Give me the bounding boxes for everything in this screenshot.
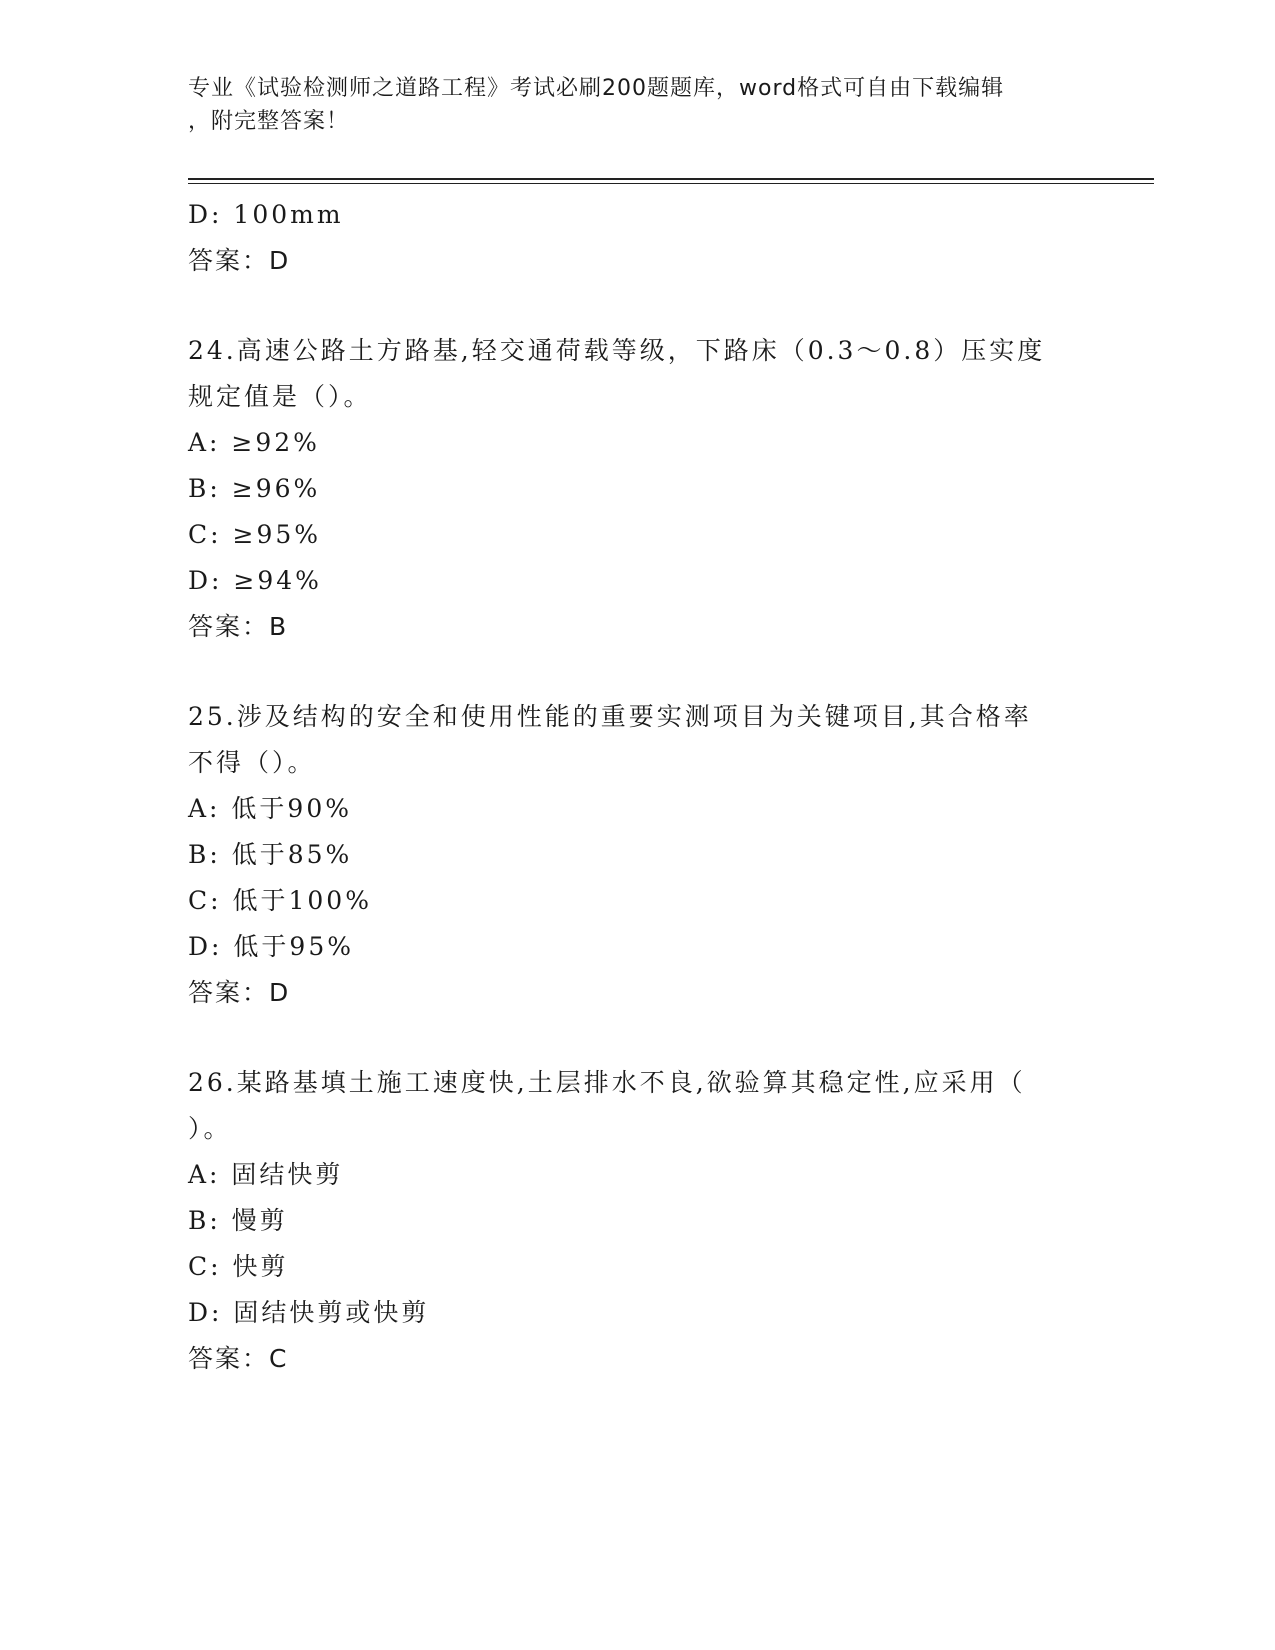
question-text-line-2: 规定值是（）。 <box>188 382 372 411</box>
question-24 <box>188 328 1068 650</box>
question-text-line-1: 24.高速公路土方路基,轻交通荷载等级，下路床（0.3～0.8）压实度 <box>188 336 1046 365</box>
question-25 <box>188 694 1068 1016</box>
header-title-line-1: 专业《试验检测师之道路工程》考试必刷200题题库，word格式可自由下载编辑 <box>188 76 1005 101</box>
question-text-line-2: 不得（）。 <box>188 748 316 777</box>
option-d: D: 固结快剪或快剪 <box>188 1298 430 1327</box>
option-d: D: 低于95% <box>188 932 354 961</box>
option-a: A: 低于90% <box>188 794 352 823</box>
option-c: C: ≥95% <box>188 520 322 549</box>
option-b: B: 慢剪 <box>188 1206 288 1235</box>
question-list <box>188 192 1068 1382</box>
question-text-line-2: ）。 <box>188 1114 232 1143</box>
spacer <box>188 284 1068 328</box>
question-text-line-1: 26.某路基填土施工速度快,土层排水不良,欲验算其稳定性,应采用（ <box>188 1068 1026 1097</box>
option-b: B: ≥96% <box>188 474 321 503</box>
header-divider-thick <box>188 178 1154 180</box>
spacer <box>188 1016 1068 1060</box>
question-26 <box>188 1060 1068 1382</box>
header-title-line-2: ，附完整答案！ <box>188 109 350 134</box>
option-a: A: 固结快剪 <box>188 1160 344 1189</box>
previous-question-tail <box>188 192 1068 284</box>
option-d: D: ≥94% <box>188 566 322 595</box>
answer-line: 答案：B <box>188 612 289 641</box>
answer-line: 答案：D <box>188 246 291 275</box>
question-text-line-1: 25.涉及结构的安全和使用性能的重要实测项目为关键项目,其合格率 <box>188 702 1032 731</box>
option-c: C: 快剪 <box>188 1252 289 1281</box>
option-d: D: 100mm <box>188 200 344 229</box>
header-divider-thin <box>188 183 1154 184</box>
answer-line: 答案：C <box>188 1344 289 1373</box>
option-b: B: 低于85% <box>188 840 353 869</box>
spacer <box>188 650 1068 694</box>
option-a: A: ≥92% <box>188 428 320 457</box>
document-header <box>188 72 1068 138</box>
option-c: C: 低于100% <box>188 886 372 915</box>
answer-line: 答案：D <box>188 978 291 1007</box>
